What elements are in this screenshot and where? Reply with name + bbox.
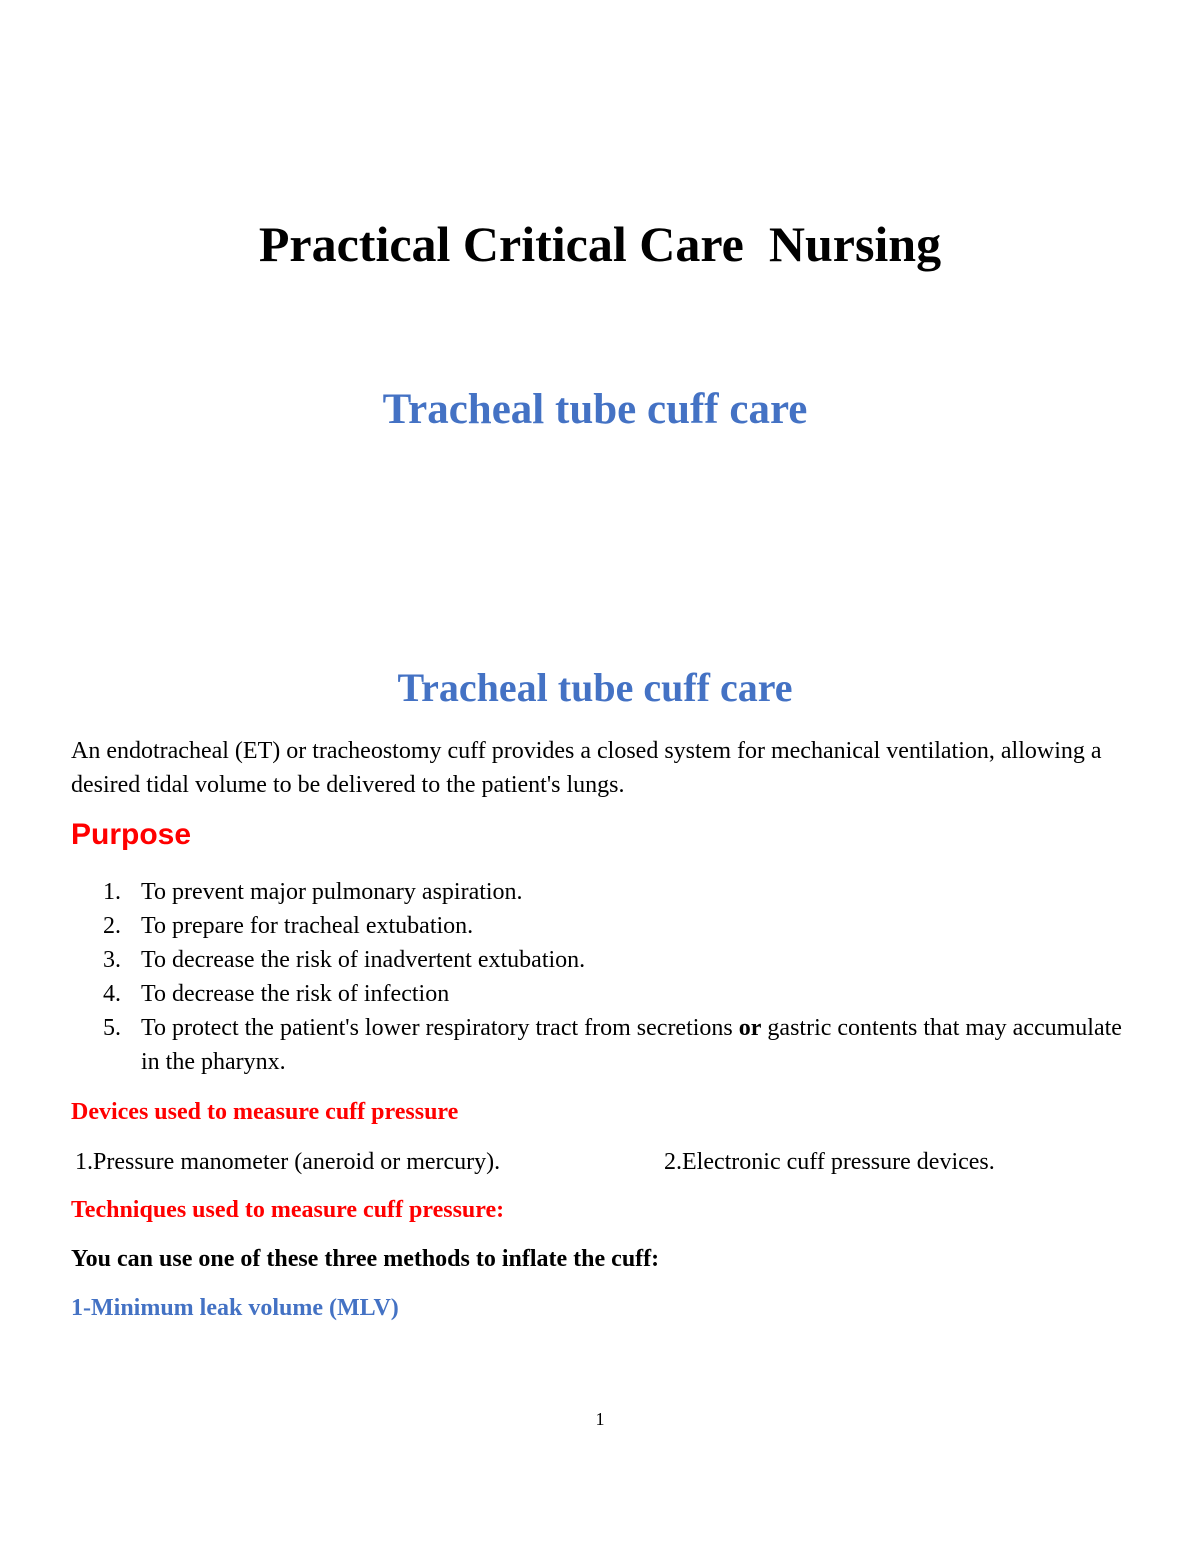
section-title: Tracheal tube cuff care: [397, 665, 793, 710]
purpose-item-text: To prepare for tracheal extubation.: [141, 913, 474, 939]
document-subtitle: Tracheal tube cuff care: [382, 386, 808, 433]
intro-paragraph: An endotracheal (ET) or tracheostomy cuff provides a closed system for mechanical ventilation, allowing a desired tidal volume to be delivered to the patient's lungs.: [71, 738, 1102, 798]
purpose-item-text-after: gastric contents that may accumulate in the pharynx.: [141, 1015, 1122, 1075]
purpose-item-text: To decrease the risk of infection: [141, 981, 450, 1007]
device-item: 1.Pressure manometer (aneroid or mercury).: [75, 1149, 501, 1175]
purpose-heading: Purpose: [71, 818, 192, 851]
purpose-list: [71, 875, 1131, 1079]
purpose-item-number: 4.: [103, 981, 121, 1007]
purpose-item-number: 1.: [103, 879, 121, 905]
purpose-item-number: 3.: [103, 947, 121, 973]
purpose-item-number: 5.: [103, 1015, 121, 1041]
purpose-item-text-before: To protect the patient's lower respiratory tract from secretions: [141, 1015, 739, 1041]
page-number: 1: [595, 1409, 605, 1429]
methods-intro: You can use one of these three methods to inflate the cuff:: [71, 1246, 660, 1272]
techniques-heading: Techniques used to measure cuff pressure:: [71, 1197, 505, 1223]
method-heading: 1-Minimum leak volume (MLV): [71, 1295, 399, 1321]
purpose-item: [71, 1011, 1131, 1079]
purpose-item: [71, 909, 1131, 943]
purpose-item-text-bold: or: [738, 1015, 762, 1041]
document-title: Practical Critical Care Nursing: [258, 216, 942, 272]
purpose-item-text: To prevent major pulmonary aspiration.: [141, 879, 523, 905]
purpose-item: [71, 943, 1131, 977]
purpose-item-text: To decrease the risk of inadvertent extubation.: [141, 947, 586, 973]
device-item: 2.Electronic cuff pressure devices.: [664, 1149, 995, 1175]
purpose-item-number: 2.: [103, 913, 121, 939]
purpose-item: [71, 875, 1131, 909]
purpose-item: [71, 977, 1131, 1011]
devices-heading: Devices used to measure cuff pressure: [71, 1099, 459, 1125]
